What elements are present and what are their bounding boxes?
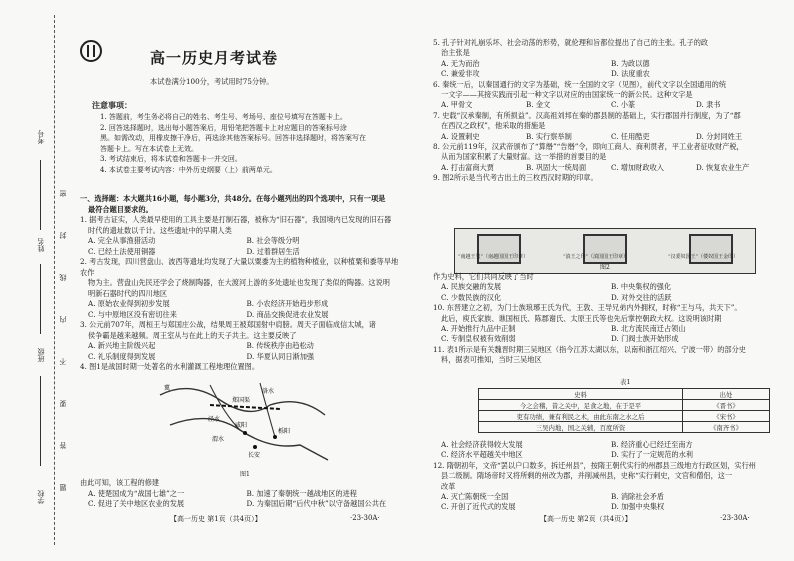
question-stem: 时代的遗址数以千计。这些遗址中的早期人类 bbox=[88, 225, 232, 235]
option-d: D. 华夏认同日渐加强 bbox=[246, 351, 315, 361]
question-stem: 治主张是 bbox=[441, 48, 470, 58]
notice-item: 黑。如需改动，用橡皮擦干净后，再选涂其他答案标号。回答非选择题时，将答案写在 bbox=[100, 134, 366, 142]
option-c: C. 促进了关中地区农业的发展 bbox=[88, 499, 185, 508]
question-stem: 作为史料，它们共同反映了当时 bbox=[433, 272, 534, 281]
option-c: C. 小篆 bbox=[611, 100, 636, 110]
table-row bbox=[479, 422, 770, 433]
option-b: B. 北方流民南迁占领山 bbox=[611, 324, 686, 334]
city-dot bbox=[273, 435, 277, 439]
table-cell: 《宋书》 bbox=[683, 411, 770, 422]
question-6 bbox=[433, 80, 781, 111]
map-label: 长安 bbox=[248, 452, 261, 459]
map-label: 冀 bbox=[164, 385, 171, 392]
binding-dash-line bbox=[54, 15, 55, 545]
question-stem: 一文字——其接实践而引起一种文字以对应的由国家统一的新公民。这种文字是 bbox=[441, 90, 693, 100]
question-2 bbox=[80, 257, 405, 320]
map-label: 泾水 bbox=[208, 416, 221, 423]
question-stem: 在西汉之政权”，他采取的措施是 bbox=[441, 121, 546, 131]
option-c: C. 兼爱非攻 bbox=[441, 69, 480, 79]
question-stem: 料，据表可推知，当时三吴地区 bbox=[441, 355, 542, 365]
question-12 bbox=[433, 461, 781, 513]
question-10 bbox=[433, 303, 781, 345]
option-b: B. 经济重心已经迁至南方 bbox=[611, 440, 693, 449]
seal-caption: “汉委奴国王”（倭奴国王金印） bbox=[668, 254, 739, 260]
binding-label-exam-number: 考号 bbox=[37, 130, 45, 144]
question-stem: 6. 秦统一后，以秦国通行的文字为基础，统一全国的文字（见图），前代文字以全国通用的统 bbox=[433, 79, 727, 89]
option-c: C. 与中原地区没有密切往来 bbox=[88, 309, 177, 319]
option-a: A. 设置刺史 bbox=[441, 131, 480, 141]
option-b: B. 加速了秦朝统一越战地区的进程 bbox=[246, 488, 357, 498]
footer-page-label: 【高一历史 第1页（共4页）】 bbox=[170, 515, 262, 523]
question-stem: 1. 据考古证实，人类最早使用的工具主要是打制石器，被称为“旧石器”，我国境内已发现的旧石器 bbox=[80, 215, 392, 224]
question-stem: 物为主。营盘山先民还学会了烧制陶器，在大渡河上游的多处遗址也发现了类似的陶器。这说明 bbox=[88, 278, 390, 287]
binding-label-name: 姓名 bbox=[37, 238, 45, 252]
notice-item: 4. 本试卷主要考试内容：中外历史纲要（上）前两单元。 bbox=[100, 165, 277, 174]
question-stem: 从而为国家积累了大量财富。这一举措的首要目的是 bbox=[441, 152, 607, 162]
table-1 bbox=[478, 388, 770, 433]
map-label: 渭水 bbox=[212, 436, 225, 443]
question-stem: 9. 图2所示是当代考古出土的三枚西汉时期的印章。 bbox=[433, 173, 598, 183]
option-c: C. 少数民族的汉化 bbox=[441, 292, 502, 302]
page-title: 高一历史月考试卷 bbox=[150, 49, 279, 67]
question-stem: 5. 孔子针对礼崩乐坏、社会动荡的形势，就伦理和旨都位提出了自己的主张。孔子的政 bbox=[433, 38, 709, 47]
notice-heading: 注意事项： bbox=[92, 100, 132, 110]
notice-list bbox=[100, 112, 400, 175]
option-a: A. 打击富商大贾 bbox=[441, 162, 494, 172]
option-c: C. 任用酷吏 bbox=[611, 131, 650, 141]
question-stem: 县二级制。隋场帝时又将所剩的州改为郡，并削减州县，史称“实行刺史，文官和僧侣，这一 bbox=[441, 471, 733, 481]
option-b: B. 中央集权的强化 bbox=[611, 282, 672, 292]
map-label: 栎阳 bbox=[278, 428, 291, 435]
table-cell: 今之会稽，昔之关中，足食之地，在于是平 bbox=[479, 400, 683, 411]
seal-word: 线 bbox=[59, 274, 67, 281]
figure-2-caption: 图2 bbox=[600, 264, 610, 271]
option-a: A. 开始推行九品中正制 bbox=[441, 324, 516, 334]
seal-word: 不 bbox=[59, 358, 67, 365]
table-row bbox=[479, 400, 770, 411]
question-stem: 10. 东晋建立之初，为门士族琅琊王氏为代，王敦、王导兄弟内外拥权，时称“王与马，共天下”。 bbox=[433, 303, 742, 313]
right-questions-block bbox=[433, 38, 781, 184]
option-c: C. 礼乐制度得到发展 bbox=[88, 351, 156, 361]
map-label: 郑国渠 bbox=[232, 397, 251, 404]
question-11 bbox=[433, 345, 781, 366]
table-1-title: 表1 bbox=[620, 378, 631, 386]
question-stem: 4. 图1是战国时期一处著名的水利灌溉工程地理位置图。 bbox=[80, 362, 260, 371]
option-b: B. 传统秩序由趋松动 bbox=[246, 341, 314, 350]
question-9-tail bbox=[433, 272, 781, 303]
option-d: D. 为秦国后期“后代中秋”以守备越国公共在 bbox=[246, 499, 387, 508]
question-stem: 12. 隋朝初年，文帝“罢以户口数多，拆迁州县”，按隋王朝代实行的州郡县三级地方行政区划，实行州 bbox=[433, 460, 756, 470]
section-choice bbox=[80, 194, 405, 373]
footer-page-label: 【高一历史 第2页（共4页）】 bbox=[540, 515, 632, 523]
binding-strip bbox=[0, 0, 70, 561]
table-cell: 《南齐书》 bbox=[683, 422, 770, 433]
option-b: B. 实行察举制 bbox=[526, 131, 572, 141]
notice-item: 1. 答题前，考生务必将自己的姓名、考生号、考场号、座位号填写在答题卡上。 bbox=[100, 113, 347, 121]
seal-word: 答 bbox=[59, 442, 67, 449]
section-heading-cont: 最符合题目要求的。 bbox=[88, 204, 153, 214]
seal-caption: “南越王玺”（南越国国王印章） bbox=[458, 254, 529, 260]
table-cell: 《晋书》 bbox=[683, 400, 770, 411]
option-d: D. 对外交往的活跃 bbox=[611, 292, 672, 302]
option-c: C. 开创了近代式的发展 bbox=[441, 502, 516, 512]
option-d: D. 恢复农业生产 bbox=[696, 162, 750, 172]
question-stem: 7. 史载“汉承秦制，有所损益”。汉高祖刘邦在秦的郡县制的基础上，实行郡国并行制度，为了“郡 bbox=[433, 110, 741, 120]
option-d: D. 商品交换促进农业发展 bbox=[246, 309, 329, 319]
option-a: A. 使楚国成为“战国七雄”之一 bbox=[88, 488, 185, 498]
table-cell: 三吴内地，国之关辅，百度所资 bbox=[479, 422, 683, 433]
binding-label-class: 班级 bbox=[37, 348, 45, 362]
question-7 bbox=[433, 111, 781, 142]
right-questions-block-3 bbox=[433, 440, 781, 513]
question-11-options bbox=[433, 440, 781, 461]
notice-item: 3. 考试结束后，将本试卷和答题卡一并交回。 bbox=[100, 155, 242, 163]
question-stem: 8. 公元前119年，汉武帝颁布了“算缗”“告缗”令，即向工商人、商利贯者，平工业者征收财产税， bbox=[433, 142, 744, 152]
seal-word: 封 bbox=[59, 232, 67, 239]
option-a: A. 无为而治 bbox=[441, 58, 480, 68]
notice-item: 2. 回答选择题时，选出每小题答案后，用铅笔把答题卡上对应题目的答案标号涂 bbox=[100, 123, 347, 132]
section-heading: 一、选择题：本大题共16小题，每小题3分，共48分。在每小题列出的四个选项中，只有一项是 bbox=[80, 194, 386, 203]
footer-code: ·23-30A· bbox=[720, 514, 750, 522]
fill-line bbox=[40, 160, 41, 230]
option-d: D. 实行了一定规范的水利 bbox=[611, 450, 693, 460]
school-logo-icon bbox=[80, 40, 102, 62]
fill-line bbox=[40, 264, 41, 334]
option-d: D. 过着群居生活 bbox=[246, 246, 300, 256]
question-stem: 改革 bbox=[441, 481, 456, 491]
option-a: A. 原始农业得到初步发展 bbox=[88, 299, 170, 308]
map-label: 洛水 bbox=[262, 388, 275, 395]
question-8 bbox=[433, 142, 781, 173]
table-header: 出处 bbox=[683, 389, 770, 400]
option-c: C. 经济水平超越关中地区 bbox=[441, 450, 523, 460]
option-b: B. 为政以德 bbox=[611, 58, 650, 68]
table-header: 史料 bbox=[479, 389, 683, 400]
seal-word: 题 bbox=[59, 484, 67, 491]
option-b: B. 金文 bbox=[526, 100, 551, 110]
question-stem: 由此可知，该工程的修建 bbox=[80, 478, 160, 487]
seal-word: 密 bbox=[59, 190, 67, 197]
question-stem: 2. 考古发现，四川营盘山、波西等遗址均发现了大量以粟黍为主的植物种植业，以种植粟和黍等旱地农作 bbox=[80, 257, 399, 277]
table-cell: 吏有功绩，兼有利民之术，由此东南之水之后 bbox=[479, 411, 683, 422]
option-d: D. 法度重农 bbox=[611, 69, 650, 79]
option-b: B. 消除社会矛盾 bbox=[611, 492, 664, 502]
figure-1-map bbox=[150, 375, 335, 467]
footer-code: ·23-30A· bbox=[350, 514, 380, 522]
option-a: A. 社会经济获得较大发展 bbox=[441, 440, 523, 449]
seal-word: 内 bbox=[59, 316, 67, 323]
option-a: A. 灭亡陈朝统一全国 bbox=[441, 492, 509, 502]
question-3 bbox=[80, 320, 405, 362]
option-a: A. 新兴地主阶级兴起 bbox=[88, 341, 156, 350]
option-b: B. 社会等级分明 bbox=[246, 236, 300, 245]
question-9 bbox=[433, 173, 781, 183]
question-stem: 11. 表1所示是有关魏晋时期三吴地区（指今江苏太湖以东，以南和浙江绍兴、宁波一带）的部分史 bbox=[433, 344, 746, 354]
figure-1-caption: 图1 bbox=[240, 471, 250, 478]
option-d: D. 隶书 bbox=[696, 100, 721, 110]
question-stem: 3. 公元前707年，周桓王与郑国庄公战，结果周王被郑国射中肩膀。周天子面临成信太城，诸 bbox=[80, 320, 376, 329]
option-a: A. 甲骨文 bbox=[441, 100, 473, 110]
option-c: C. 已经土法使用铜器 bbox=[88, 246, 156, 256]
question-stem: 侯争霸是越来越频。周王室从与在此上的天子共主。这主要反映了 bbox=[88, 330, 297, 340]
option-c: C. 增加财政收入 bbox=[611, 162, 664, 172]
option-b: B. 小农经济开始趋步形成 bbox=[246, 299, 329, 308]
option-a: A. 民族交融的发展 bbox=[441, 282, 502, 292]
option-a: A. 完全从事渔猎活动 bbox=[88, 236, 156, 245]
question-4-tail bbox=[80, 478, 405, 510]
fill-line bbox=[40, 376, 41, 466]
seal-caption: “滇王之印”（滇国国王印章） bbox=[563, 254, 629, 260]
notice-item: 答题卡上。写在本试卷上无效。 bbox=[100, 144, 198, 153]
city-dot bbox=[243, 431, 247, 435]
table-row bbox=[479, 411, 770, 422]
question-1 bbox=[80, 215, 405, 257]
question-5 bbox=[433, 38, 781, 80]
binding-label-school: 学校 bbox=[37, 490, 45, 504]
option-d: D. 加强中央集权 bbox=[611, 502, 665, 512]
map-label: 咸阳 bbox=[235, 422, 248, 429]
question-stem: 此后，庾氏家族、谯国桓氏、陈郡谢氏、太原王氏等也先后掌控朝政大权。这说明该时期 bbox=[441, 313, 722, 323]
option-d: D. 分封同姓王 bbox=[696, 131, 743, 141]
table-header-row bbox=[479, 389, 770, 400]
right-questions-block-2 bbox=[433, 272, 781, 366]
option-b: B. 巩固大一统局面 bbox=[526, 162, 587, 172]
option-d: D. 门阀士族开始形成 bbox=[611, 334, 679, 344]
question-stem: 明新石器时代的四川地区 bbox=[88, 288, 168, 298]
city-dot bbox=[253, 445, 257, 449]
exam-info: 本试卷满分100分，考试用时75分钟。 bbox=[150, 77, 274, 86]
seal-word: 要 bbox=[59, 400, 67, 407]
option-c: C. 专制皇权被有效削弱 bbox=[441, 334, 516, 344]
question-4 bbox=[80, 362, 405, 373]
